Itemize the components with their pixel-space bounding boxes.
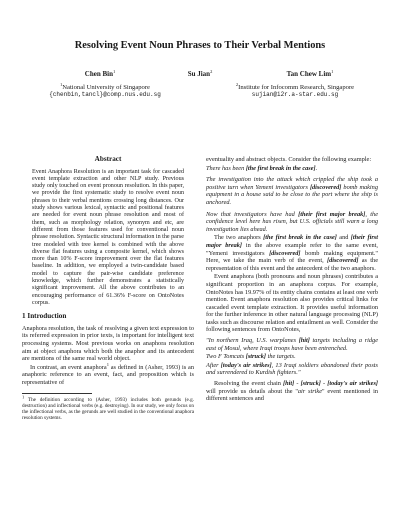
- intro-paragraph-2: In contrast, an event anaphora$^1$ as defined in (Asher, 1993) is an anaphoric reference to an event, fact, and proposition which is representative of: [22, 361, 194, 386]
- abstract-text: Event Anaphora Resolution is an important task for cascaded event template extraction and other NLP study. Previous study only touched on event pronoun resolution. In this paper, we provide the first systematic study to resolve event noun phrases to their verbal mentions crossing long distances. Our study shows various lexical, syntactic and positional features are needed for event noun phrase resolution and most of them, such as morphology relation, synonym and etc, are different from those features used for conventional noun phrase resolution. Syntactic structural information in the parse tree modeled with tree kernel is combined with the above diverse flat features using a composite kernel, which shows more than 10% F-score improvement over the flat features baseline. In addition, we employed a twin-candidate based model to capture the pair-wise candidate preference knowledge, which further demonstrates a statistically significant improvement. All the above contributes to an encouraging performance of 61.36% F-score on OntoNotes corpus.: [32, 168, 184, 306]
- author-email: {chenbin,tancl}@comp.nus.edu.sg: [49, 91, 161, 98]
- footnote-divider: [22, 393, 92, 394]
- author-chen-bin: Chen Bin$^1$: [84, 68, 116, 78]
- paragraph: eventuality and abstract objects. Consider the following example:: [206, 156, 372, 163]
- author-tan-chew-lim: Tan Chew Lim$^1$: [286, 68, 334, 78]
- author-name: Su Jian: [187, 70, 211, 78]
- example-sentence: The investigation into the attack which crippled the ship took a positive turn when Yemeni investigators [discovered] bomb making equipment in a house said to be close to the port where the ship is anchored.: [206, 176, 378, 206]
- example-sentence: There has been [the first break in the case].: [206, 164, 318, 172]
- author-name: Tan Chew Lim: [286, 70, 332, 78]
- author-name: Chen Bin: [84, 70, 113, 78]
- intro-paragraph-1: Anaphora resolution, the task of resolving a given text expression to its referred expression in prior texts, is important for intelligent text processing systems. Most previous works on anaphora resolution aim at object anaphora which both the anaphor and its antecedent are mentions of the same real world object.: [22, 324, 194, 363]
- example-sentence: Now that investigators have had [their first major break], the confidence level here has risen, but U.S. officials still warn a long investigation lies ahead.: [206, 210, 378, 233]
- section-heading-introduction: 1 Introduction: [22, 312, 67, 321]
- author-email: sujian@i2r.a-star.edu.sg: [251, 91, 339, 98]
- right-column: [206, 156, 378, 404]
- paragraph: The two anaphors [the first break in the case] and [their first major break] in the above example refer to the same event, "Yemeni investigators [discovered] bomb making equipment." Here, we take the main verb of the event, [discovered] as the representation of this event and the antecedent of the two anaphors.: [206, 234, 379, 272]
- abstract-heading: Abstract: [94, 155, 122, 163]
- affiliation-nus: $^1$National University of Singapore {chenbin,tancl}@comp.nus.edu.sg: [49, 81, 161, 98]
- left-column: [22, 156, 194, 422]
- affiliation-i2r: $^2$Institute for Infocomm Research, Singapore sujian@i2r.a-star.edu.sg: [235, 81, 355, 98]
- paper-title: Resolving Event Noun Phrases to Their Verbal Mentions: [74, 40, 326, 51]
- example-sentence: "In northern Iraq, U.S. warplanes [hit] targets including a ridge east of Mosul, where Iraqi troops have been entrenched.: [206, 337, 378, 352]
- paragraph: Event anaphora (both pronouns and noun phrases) contributes a significant proportion in an anaphora corpus. For example, OntoNotes has 19.97% of its entity chains contains at least one verb mention. Event anaphora resolution also provides critical links for cascaded event template extraction. It provides useful information for the further inference in other natural language processing (NLP) tasks such as discourse relation and entailment as well. Consider the following sentences from OntoNotes,: [206, 273, 378, 334]
- author-su-jian: Su Jian$^2$: [187, 68, 213, 78]
- footnote: $^1$ The definition according to (Asher, 1993) includes both gerunds (e.g. destruction) and inflectional verbs (e.g. destroying). In our study, we only focus on the inflectional verbs, as the gerunds are well studied in the conventional anaphora resolution systems.: [22, 393, 194, 422]
- example-sentence: Two F Tomcats [struck] the targets.: [206, 353, 296, 361]
- paragraph: Resolving the event chain [hit] - [struck] - [today's air strikes] will provide us details about the "air strike" event mentioned in different sentences and: [206, 380, 378, 403]
- example-sentence: After [today's air strikes], 13 Iraqi soldiers abandoned their posts and surrendered to Kurdish fighters.": [206, 361, 378, 377]
